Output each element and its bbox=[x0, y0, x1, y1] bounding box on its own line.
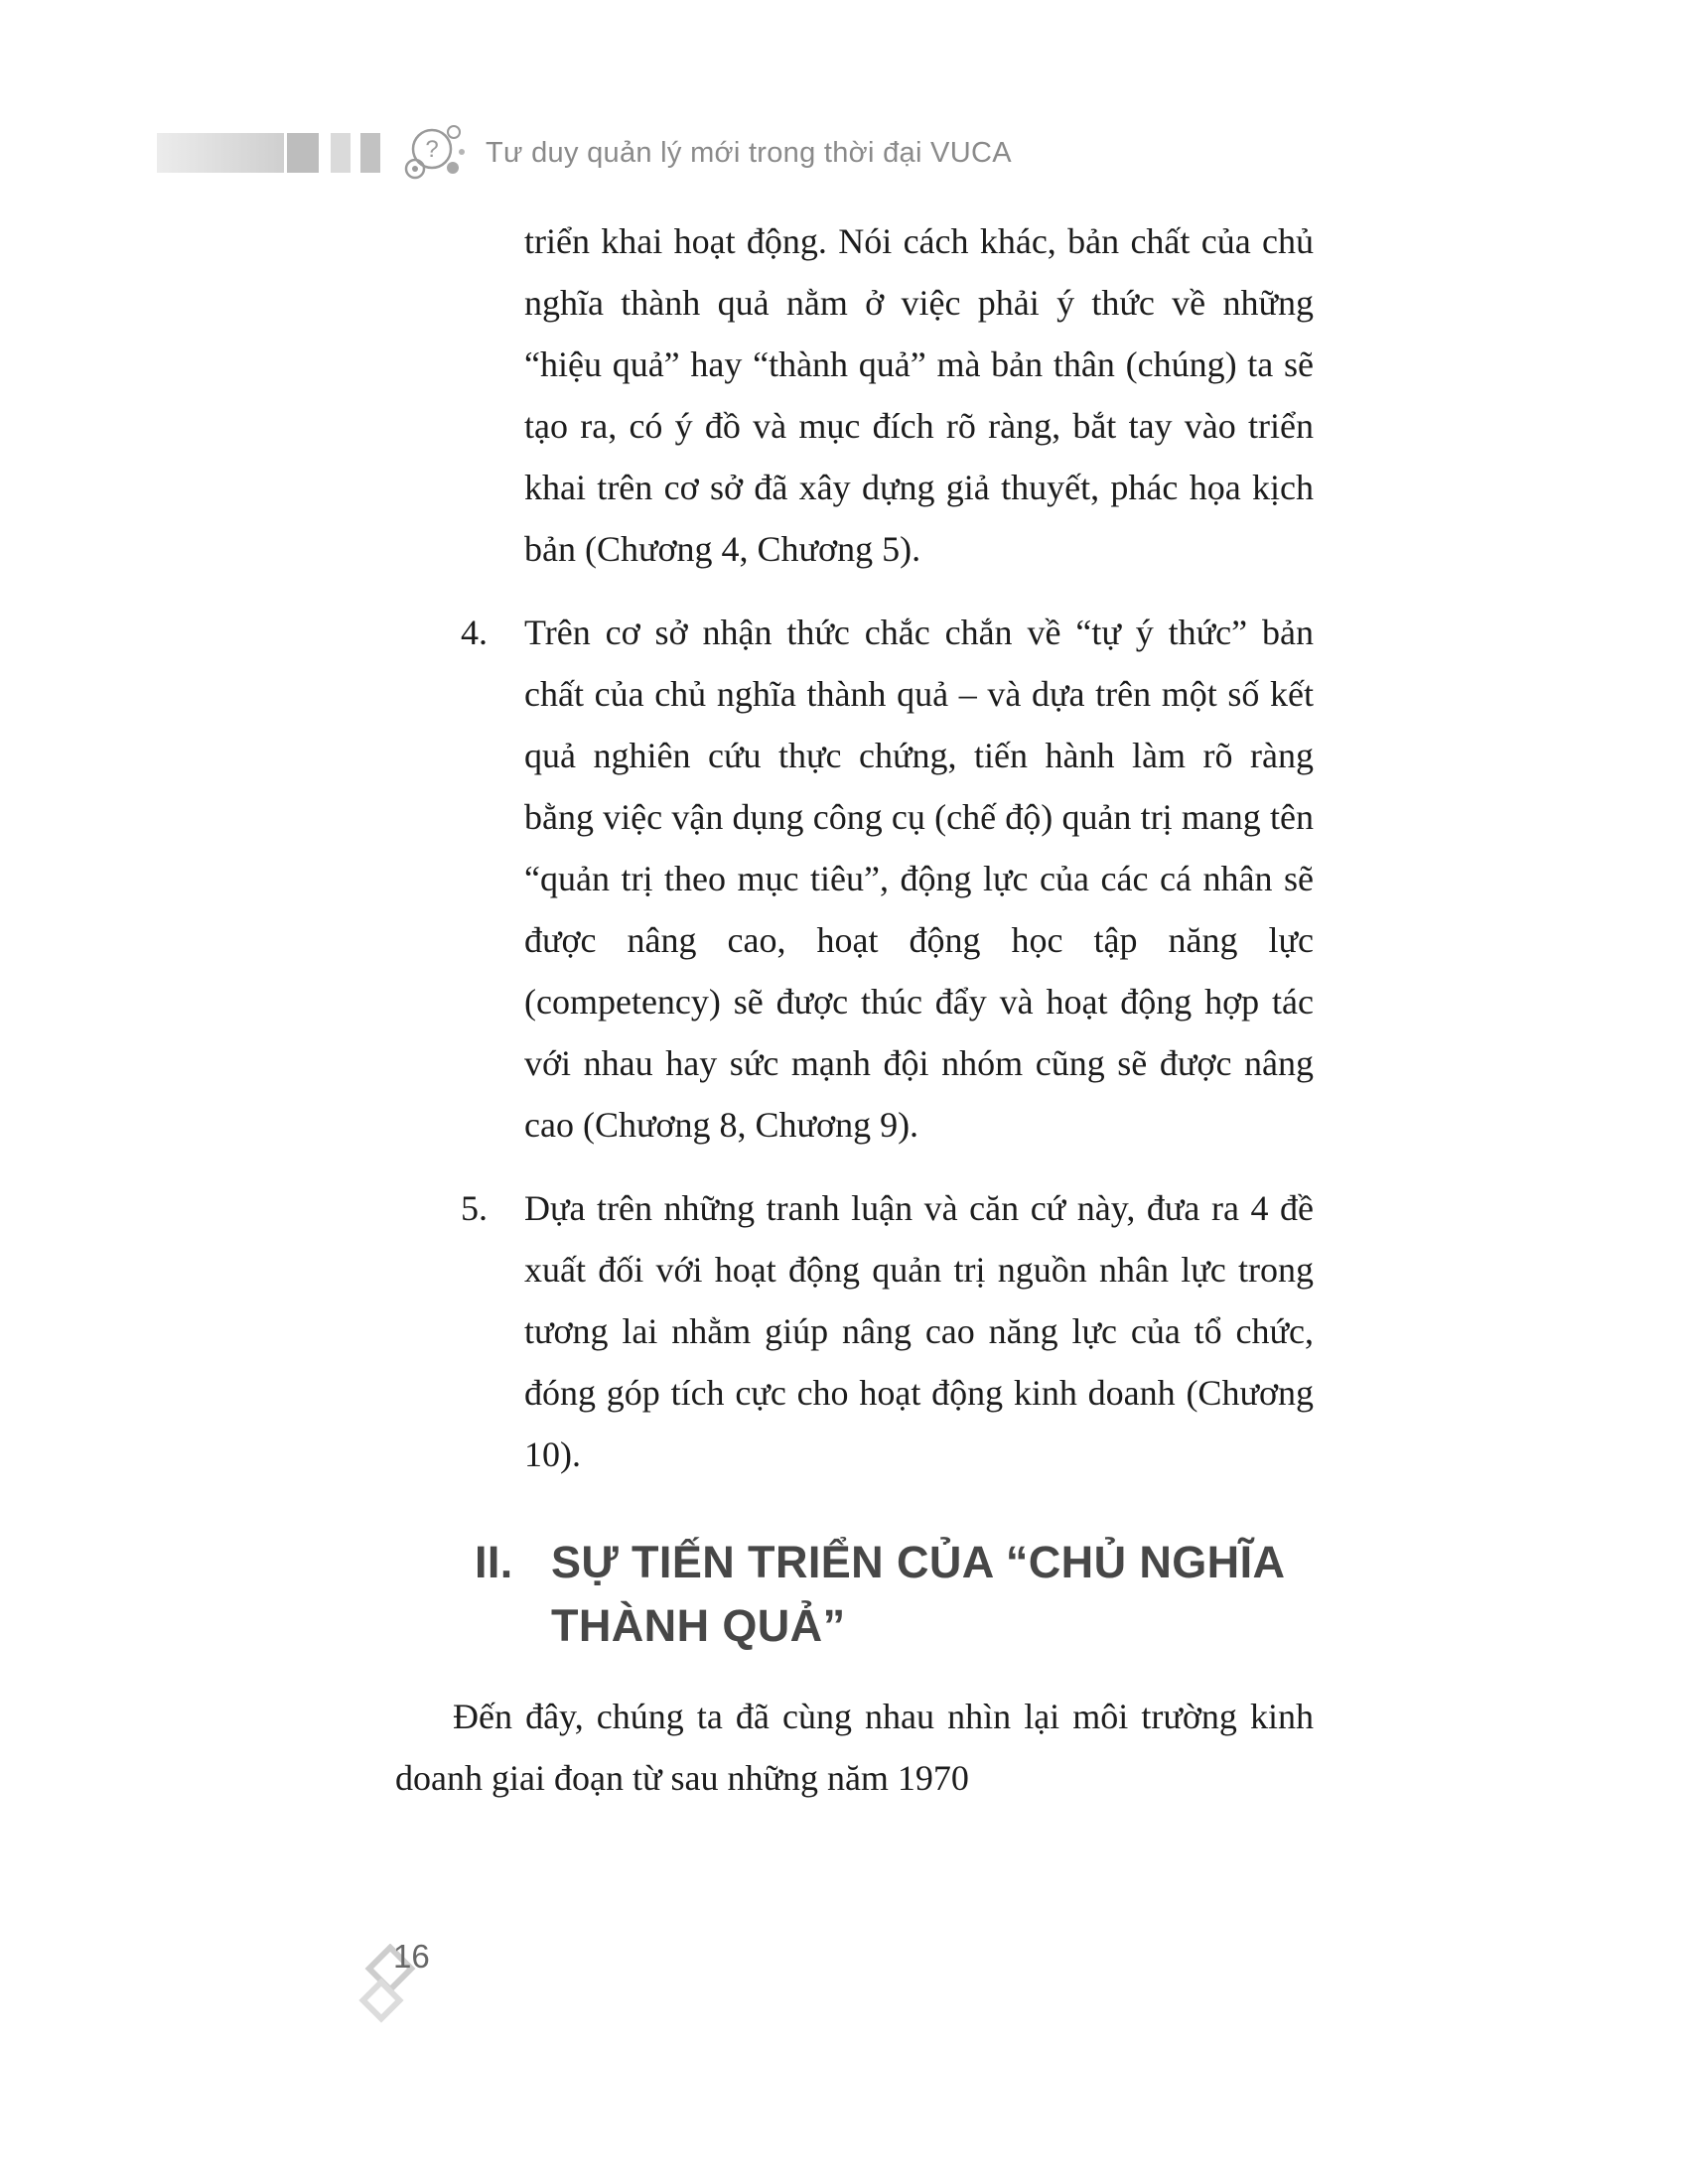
closing-paragraph: Đến đây, chúng ta đã cùng nhau nhìn lại môi trường kinh doanh giai đoạn từ sau những năm 1970 bbox=[395, 1697, 1314, 1798]
page-content bbox=[395, 210, 1314, 1809]
item-number: 4. bbox=[461, 613, 488, 652]
item-text: Dựa trên những tranh luận và căn cứ này, đưa ra 4 đề xuất đối với hoạt động quản trị nguồn nhân lực trong tương lai nhằm giúp nâng cao năng lực của tổ chức, đóng góp tích cực cho hoạt động kinh doanh (Chương 10). bbox=[524, 1188, 1314, 1474]
header-bar-long bbox=[157, 133, 284, 173]
list-item-4 bbox=[395, 602, 1314, 1156]
header-bar-mid bbox=[287, 133, 319, 173]
header-square-light bbox=[331, 133, 351, 173]
heading-text: SỰ TIẾN TRIỂN CỦA “CHỦ NGHĨA THÀNH QUẢ” bbox=[551, 1537, 1284, 1651]
section-heading bbox=[395, 1531, 1314, 1658]
page-footer bbox=[353, 1938, 492, 2047]
thinking-doodle-icon bbox=[402, 122, 468, 184]
svg-text:?: ? bbox=[425, 136, 439, 163]
paragraph-continuation: triển khai hoạt động. Nói cách khác, bản chất của chủ nghĩa thành quả nằm ở việc phải ý thức về những “hiệu quả” hay “thành quả” mà bản thân (chúng) ta sẽ tạo ra, có ý đồ và mục đích rõ ràng, bắt tay vào triển khai trên cơ sở đã xây dựng giả thuyết, phác họa kịch bản (Chương 4, Chương 5). bbox=[524, 221, 1314, 569]
page-number: 16 bbox=[393, 1938, 430, 1975]
item-text: Trên cơ sở nhận thức chắc chắn về “tự ý thức” bản chất của chủ nghĩa thành quả – và dựa trên một số kết quả nghiên cứu thực chứng, tiến hành làm rõ ràng bằng việc vận dụng công cụ (chế độ) quản trị mang tên “quản trị theo mục tiêu”, động lực của các cá nhân sẽ được nâng cao, hoạt động học tập năng lực (competency) sẽ được thúc đẩy và hoạt động hợp tác với nhau hay sức mạnh đội nhóm cũng sẽ được nâng cao (Chương 8, Chương 9). bbox=[524, 613, 1314, 1145]
page-header bbox=[157, 125, 1012, 181]
header-square-dark bbox=[360, 133, 380, 173]
heading-number: II. bbox=[475, 1537, 513, 1587]
item-number: 5. bbox=[461, 1188, 488, 1228]
running-head-title: Tư duy quản lý mới trong thời đại VUCA bbox=[486, 136, 1012, 169]
list-item-5 bbox=[395, 1177, 1314, 1485]
